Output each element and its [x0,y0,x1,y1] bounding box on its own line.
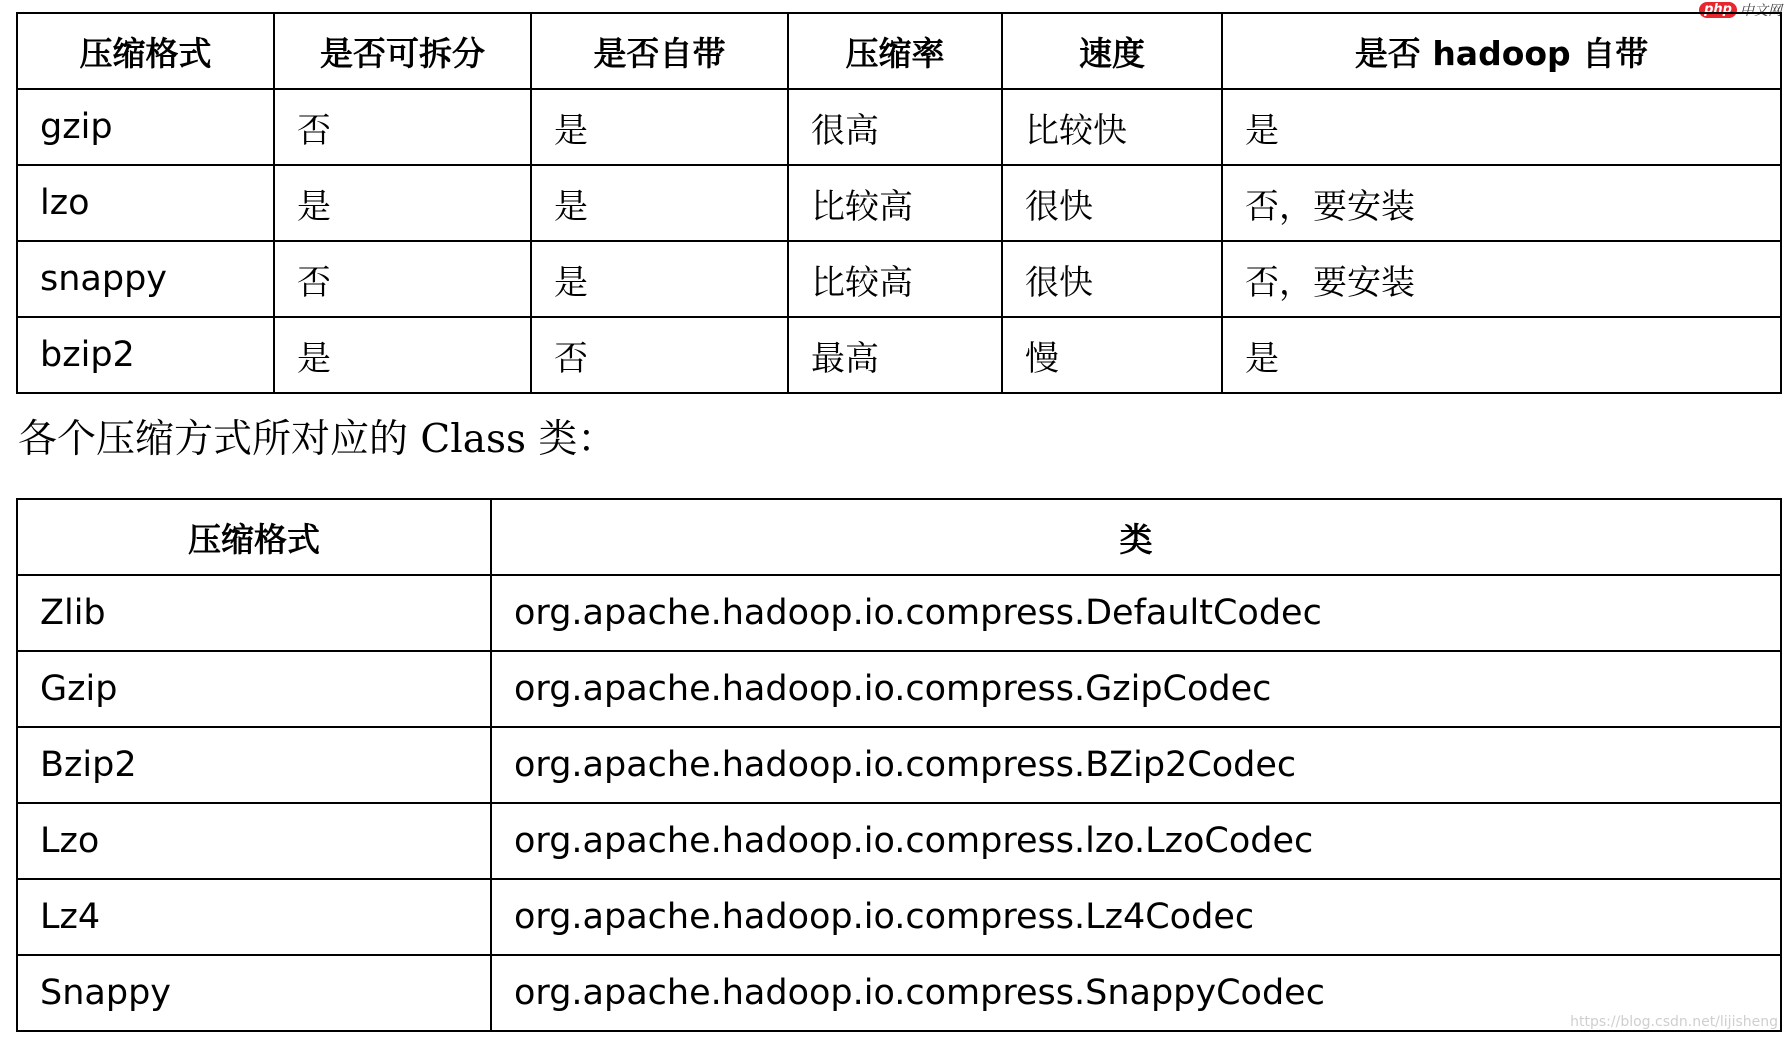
format-cell: snappy [17,241,274,317]
splittable-cell: 否 [274,241,531,317]
ratio-cell: 比较高 [788,241,1002,317]
table-row [17,575,1781,651]
site-name: 中文网 [1740,3,1782,19]
hadoop-builtin-cell: 否，要安装 [1222,241,1781,317]
speed-cell: 比较快 [1002,89,1222,165]
compression-comparison-table [16,12,1782,394]
table-row [17,803,1781,879]
header-cell-hadoop-builtin: 是否 hadoop 自带 [1222,13,1781,89]
format-cell: gzip [17,89,274,165]
class-cell: org.apache.hadoop.io.compress.GzipCodec [491,651,1781,727]
class-cell: org.apache.hadoop.io.compress.BZip2Codec [491,727,1781,803]
class-cell: org.apache.hadoop.io.compress.SnappyCodec [491,955,1781,1031]
ratio-cell: 比较高 [788,165,1002,241]
format-cell: Zlib [17,575,491,651]
table-row [17,651,1781,727]
header-cell-ratio: 压缩率 [788,13,1002,89]
ratio-cell: 最高 [788,317,1002,393]
class-cell: org.apache.hadoop.io.compress.Lz4Codec [491,879,1781,955]
format-cell: bzip2 [17,317,274,393]
header-cell-format: 压缩格式 [17,13,274,89]
table-row [17,955,1781,1031]
table-row [17,317,1781,393]
speed-cell: 很快 [1002,241,1222,317]
splittable-cell: 否 [274,89,531,165]
hadoop-builtin-cell: 是 [1222,89,1781,165]
builtin-cell: 是 [531,241,788,317]
class-cell: org.apache.hadoop.io.compress.DefaultCodec [491,575,1781,651]
hadoop-builtin-cell: 是 [1222,317,1781,393]
builtin-cell: 是 [531,165,788,241]
format-cell: Bzip2 [17,727,491,803]
builtin-cell: 否 [531,317,788,393]
header-cell-speed: 速度 [1002,13,1222,89]
table-row [17,165,1781,241]
format-cell: Gzip [17,651,491,727]
splittable-cell: 是 [274,317,531,393]
ratio-cell: 很高 [788,89,1002,165]
header-row [17,13,1781,89]
splittable-cell: 是 [274,165,531,241]
speed-cell: 很快 [1002,165,1222,241]
table-row [17,241,1781,317]
format-cell: Lz4 [17,879,491,955]
format-cell: Snappy [17,955,491,1031]
header-cell-builtin: 是否自带 [531,13,788,89]
format-cell: lzo [17,165,274,241]
header-cell-class: 类 [491,499,1781,575]
table-row [17,727,1781,803]
footer-watermark: https://blog.csdn.net/lijisheng [1570,1014,1778,1030]
header-cell-format: 压缩格式 [17,499,491,575]
format-cell: Lzo [17,803,491,879]
table-row [17,89,1781,165]
builtin-cell: 是 [531,89,788,165]
class-cell: org.apache.hadoop.io.compress.lzo.LzoCodec [491,803,1781,879]
codec-class-table [16,498,1782,1032]
speed-cell: 慢 [1002,317,1222,393]
header-row [17,499,1781,575]
php-logo-badge: php [1699,2,1737,18]
hadoop-builtin-cell: 否，要安装 [1222,165,1781,241]
section-caption: 各个压缩方式所对应的 Class 类： [18,417,617,462]
header-cell-splittable: 是否可拆分 [274,13,531,89]
table-row [17,879,1781,955]
